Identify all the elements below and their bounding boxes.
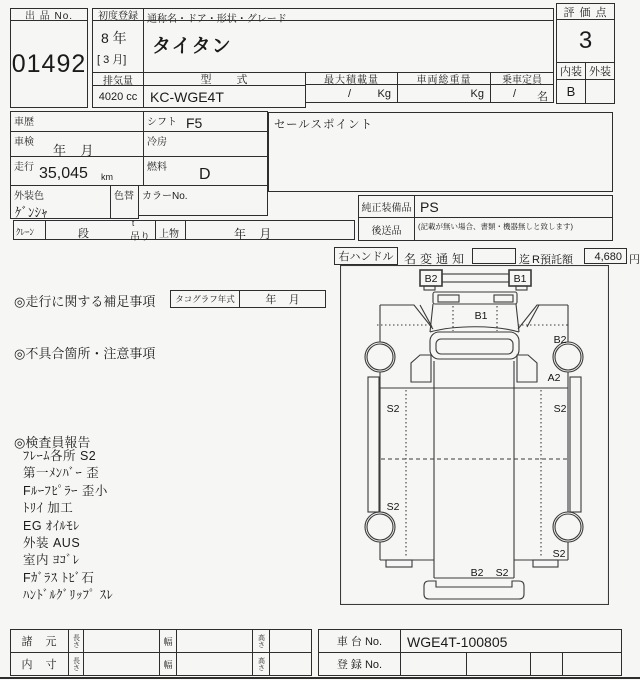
oem-equipment-value: [414, 195, 613, 218]
inner-height-value: [269, 652, 312, 676]
deposit-value-box: [584, 248, 627, 264]
body-label: 上物: [159, 229, 179, 240]
color-no-cell: カラーNo.: [138, 185, 268, 216]
crane-label: ｸﾚｰﾝ: [16, 227, 35, 237]
fuel-cell: [143, 156, 268, 186]
bottom-divider: [0, 677, 640, 679]
exterior-label: 外装: [585, 62, 615, 80]
spec-width-label: 幅: [159, 629, 177, 653]
registration-no-cell-2: [466, 652, 531, 676]
model-code-value: [143, 85, 306, 108]
tachograph-value: 年 月: [239, 290, 326, 308]
inspector-item: Fﾙｰﾌﾋﾟﾗｰ 歪小: [23, 483, 108, 498]
vehicle-name-value: [143, 20, 554, 73]
first-registration-label: 初度登録: [92, 8, 144, 21]
vehicle-name-label: 通称名・ドア・形状・グレード: [143, 8, 554, 21]
exterior-color-label: 外装色: [14, 191, 44, 202]
registration-no-cell-4: [562, 652, 622, 676]
inspector-item: ﾌﾚｰﾑ各所 S2: [23, 449, 97, 463]
rename-notice-box: [472, 248, 516, 264]
mileage-note-title: ◎走行に関する補足事項: [14, 294, 156, 309]
crane-lift-label: 吊り: [130, 232, 150, 243]
capacity-unit: 名: [537, 91, 548, 103]
inspection-label: 車検: [14, 137, 34, 148]
max-load-unit: Kg: [377, 88, 391, 100]
rename-notice-label: 名変通知: [404, 252, 469, 266]
oem-equipment-label: 純正装備品: [358, 195, 415, 218]
model-code-text: KC-WGE4T: [150, 89, 224, 105]
exterior-color-value: ｹﾞﾝｼｬ: [15, 205, 48, 220]
crane-value-cell: [45, 219, 156, 243]
diagram-rear-s2-label: S2: [495, 567, 509, 579]
capacity-slash: /: [513, 88, 517, 100]
exterior-grade-value: [585, 79, 615, 104]
max-load-label: 最大積載量: [305, 72, 398, 85]
inner-width-label: 幅: [159, 652, 177, 676]
chassis-no-label: 車 台 No.: [318, 629, 401, 653]
diagram-callout-right-label: B1: [513, 273, 527, 285]
exterior-color-cell: [10, 185, 111, 219]
sales-point-box: [268, 112, 613, 192]
gross-weight-unit: Kg: [470, 88, 484, 100]
rhd-badge: 右ハンドル: [334, 247, 398, 265]
spec-width-value: [176, 629, 253, 653]
color-change-cell: 色替: [110, 185, 139, 219]
defect-title: ◎不具合箇所・注意事項: [14, 346, 156, 361]
chassis-no-text: WGE4T-100805: [407, 634, 508, 650]
first-registration-month: [ 3 月]: [97, 54, 127, 66]
mileage-label: 走行: [14, 162, 34, 173]
chassis-no-value: [400, 629, 622, 653]
interior-label: 内装: [556, 62, 586, 80]
inner-length-value: [83, 652, 160, 676]
body-value-cell: [185, 220, 355, 240]
fuel-label: 燃料: [147, 162, 167, 173]
inspector-item: ﾄﾘｲ 加工: [23, 501, 74, 516]
shift-cell: [143, 111, 268, 132]
fuel-value: D: [199, 166, 211, 183]
crane-stage-label: 段: [78, 228, 89, 240]
first-registration-value: [92, 20, 144, 73]
later-shipment-note-cell: [414, 217, 613, 241]
diagram-bed-right-rear-label: S2: [552, 548, 566, 560]
shift-label: シフト: [147, 117, 177, 128]
registration-no-cell-1: [400, 652, 467, 676]
inner-width-value: [176, 652, 253, 676]
inspector-item: 室内 ﾖｺﾞﾚ: [23, 553, 80, 568]
body-label-cell: [155, 220, 186, 240]
spec-length-label: 長さ: [68, 629, 84, 653]
inner-height-label: 高さ: [252, 652, 270, 676]
registration-no-cell-3: [530, 652, 563, 676]
lot-no-label: 出 品 No.: [10, 8, 88, 21]
yen-label: 円: [629, 254, 640, 266]
diagram-callout-left-label: B2: [424, 273, 438, 285]
lot-no-value: 01492: [10, 20, 88, 108]
inspection-cell: [10, 131, 144, 157]
inspector-item: Fｶﾞﾗｽ ﾄﾋﾞ石: [23, 570, 95, 585]
diagram-bed-left-rear-label: S2: [386, 501, 400, 513]
history-cell: 車歴: [10, 111, 144, 132]
displacement-value: 4020 cc: [92, 85, 144, 108]
crane-ton-label: t: [132, 219, 135, 228]
diagram-right-arch-label: A2: [547, 372, 561, 384]
max-load-value: [305, 84, 398, 103]
vehicle-damage-diagram: [340, 265, 609, 605]
diagram-cab-label: B1: [474, 310, 488, 322]
deposit-label: R預託額: [532, 254, 573, 266]
later-shipment-label: 後送品: [358, 217, 415, 241]
diagram-right-side-label: B2: [553, 334, 567, 346]
tachograph-label: タコグラフ年式: [170, 290, 240, 308]
inner-row-label: 内 寸: [10, 652, 69, 676]
diagram-rear-b2-label: B2: [470, 567, 484, 579]
mileage-value: 35,045: [39, 165, 88, 182]
diagram-bed-left-front-label: S2: [386, 403, 400, 415]
max-load-slash: /: [348, 88, 352, 100]
inspector-item: ﾊﾝﾄﾞﾙｸﾞﾘｯﾌﾟ ｽﾚ: [23, 588, 114, 603]
capacity-value: [490, 84, 554, 103]
spec-row-label: 諸 元: [10, 629, 69, 653]
shift-value: F5: [186, 115, 203, 131]
mileage-cell: [10, 156, 144, 186]
gross-weight-label: 車両総重量: [397, 72, 491, 85]
diagram-bed-right-front-label: S2: [553, 403, 567, 415]
crane-label-cell: [13, 220, 46, 240]
interior-grade-value: B: [556, 79, 586, 104]
deposit-value: 4,680: [594, 251, 622, 263]
aircon-cell: 冷房: [143, 131, 268, 157]
model-code-label: 型 式: [143, 72, 306, 86]
spec-length-value: [83, 629, 160, 653]
grade-value: 3: [556, 19, 615, 63]
displacement-label: 排気量: [92, 72, 144, 86]
grade-label: 評 価 点: [556, 3, 615, 20]
inspector-report-title: ◎検査員報告: [14, 435, 91, 450]
capacity-label: 乗車定員: [490, 72, 554, 85]
mileage-unit: km: [101, 172, 113, 182]
until-label: 迄: [519, 254, 530, 266]
gross-weight-value: [397, 84, 491, 103]
sales-point-label: セールスポイント: [274, 119, 373, 131]
inspection-value: 年 月: [53, 143, 94, 158]
vehicle-name-text: タイタン: [152, 36, 232, 57]
inner-length-label: 長さ: [68, 652, 84, 676]
first-registration-year: 8 年: [101, 30, 127, 46]
later-shipment-note: (記載が無い場合、書類・機器無しと致します): [418, 222, 573, 231]
registration-no-label: 登 録 No.: [318, 652, 401, 676]
spec-height-label: 高さ: [252, 629, 270, 653]
inspector-item: 第一ﾒﾝﾊﾞｰ 歪: [23, 466, 100, 481]
spec-height-value: [269, 629, 312, 653]
inspector-item: 外装 AUS: [23, 536, 81, 551]
inspector-report-list: [23, 448, 113, 605]
oem-equipment-text: PS: [420, 199, 439, 215]
inspector-item: EG ｵｲﾙﾓﾚ: [23, 518, 80, 533]
body-value: 年 月: [234, 227, 272, 241]
